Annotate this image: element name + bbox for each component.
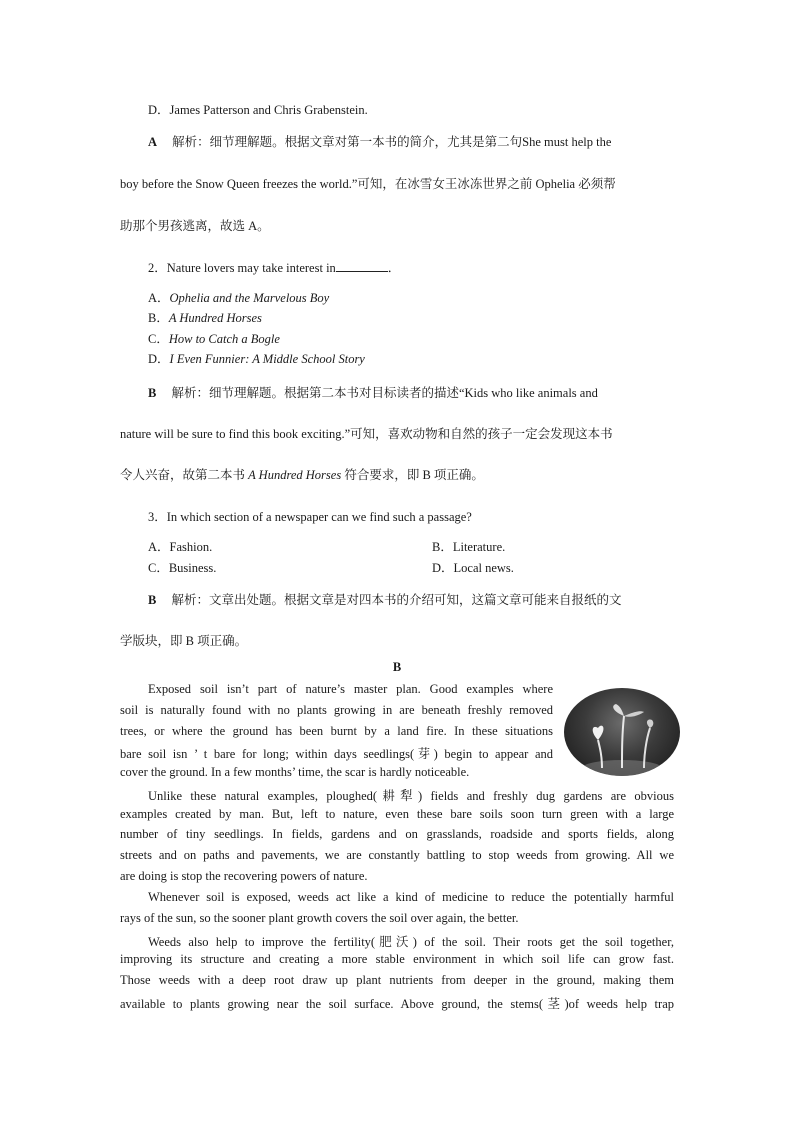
q2-analysis-line-3: [120, 465, 484, 483]
q2-analysis-prefix: 令人兴奋，故第二本书: [120, 468, 246, 482]
q2-option-c: [148, 329, 280, 347]
passage-line: rays of the sun, so the sooner plant growth covers the soil over again, the better.: [120, 911, 519, 925]
q2-analysis-text: 解析：细节理解题。根据第二本书对目标读者的描述“Kids who like animals and: [171, 386, 598, 400]
q2-option-label: D．: [148, 352, 170, 366]
q2-answer: B: [148, 386, 157, 400]
passage-line: Those weeds with a deep root draw up plant nutrients from deeper in the ground, making them: [120, 973, 674, 987]
seedling-icon: [564, 688, 680, 776]
q3-option-d: D．Local news.: [432, 561, 514, 575]
q1-answer: A: [148, 135, 158, 149]
passage-line: Exposed soil isn’t part of nature’s master plan. Good examples where: [148, 682, 553, 696]
q2-option-text: Ophelia and the Marvelous Boy: [169, 291, 330, 305]
seedling-photo: [564, 688, 680, 776]
q2-analysis-suffix: 符合要求，即 B 项正确。: [344, 468, 484, 482]
passage-line: Weeds also help to improve the fertility(肥沃) of the soil. Their roots get the soil together,: [148, 935, 674, 949]
q2-analysis-book-title: A Hundred Horses: [248, 468, 342, 482]
q2-option-text: How to Catch a Bogle: [168, 332, 280, 346]
passage-line: examples created by man. But, left to nature, even these bare soils soon turn green with a large: [120, 807, 674, 821]
q3-option-a: A．Fashion.: [148, 540, 213, 554]
passage-line: trees, or where the ground has been burnt by a land fire. In these situations: [120, 724, 553, 738]
q1-analysis-line-1: [148, 132, 611, 150]
passage-line: streets and on paths and pavements, we are constantly battling to stop weeds from growing. All we: [120, 848, 674, 862]
q2-option-a: [148, 288, 329, 306]
q2-option-text: I Even Funnier: A Middle School Story: [169, 352, 365, 366]
passage-line: soil is naturally found with no plants growing in are beneath freshly removed: [120, 703, 553, 717]
q2-option-text: A Hundred Horses: [168, 311, 262, 325]
q3-analysis-line-1: [148, 590, 621, 608]
q1-analysis-text: 解析：细节理解题。根据文章对第一本书的简介，尤其是第二句She must help the: [172, 135, 612, 149]
q3-analysis-line-2: 学版块，即 B 项正确。: [120, 634, 248, 648]
q2-option-label: B．: [148, 311, 169, 325]
q2-stem-prefix: 2．Nature lovers may take interest in: [148, 261, 336, 275]
q1-analysis-line-2: boy before the Snow Queen freezes the world.”可知，在冰雪女王冰冻世界之前 Ophelia 必须帮: [120, 177, 616, 191]
answer-blank: [336, 260, 388, 272]
passage-line: cover the ground. In a few months’ time, the scar is hardly noticeable.: [120, 765, 470, 779]
passage-line: bare soil isn ’ t bare for long; within days seedlings(芽) begin to appear and: [120, 747, 553, 761]
q2-analysis-line-2: nature will be sure to find this book exciting.”可知，喜欢动物和自然的孩子一定会发现这本书: [120, 427, 613, 441]
passage-line: improving its structure and creating a more stable environment in which soil life can grow fast.: [120, 952, 674, 966]
q1-option-d: D．James Patterson and Chris Grabenstein.: [148, 103, 368, 117]
section-heading: B: [392, 660, 402, 674]
q3-option-c: C．Business.: [148, 561, 217, 575]
passage-line: Whenever soil is exposed, weeds act like a kind of medicine to reduce the potentially harmful: [148, 890, 674, 904]
q2-option-d: [148, 349, 365, 367]
q3-analysis-text: 解析：文章出处题。根据文章是对四本书的介绍可知，这篇文章可能来自报纸的文: [171, 593, 622, 607]
q1-analysis-line-3: 助那个男孩逃离，故选 A。: [120, 219, 270, 233]
q2-stem-suffix: ．: [387, 261, 401, 275]
passage-line: available to plants growing near the soil surface. Above ground, the stems(茎)of weeds help trap: [120, 997, 674, 1011]
passage-line: Unlike these natural examples, ploughed(耕犁) fields and freshly dug gardens are obvious: [148, 789, 674, 803]
q2-option-label: C．: [148, 332, 169, 346]
q2-stem: [148, 258, 400, 276]
q3-answer: B: [148, 593, 157, 607]
passage-line: are doing is stop the recovering powers of nature.: [120, 869, 368, 883]
q3-option-b: B．Literature.: [432, 540, 506, 554]
passage-line: number of tiny seedlings. In fields, gardens and on grasslands, roadside and sports fields, along: [120, 827, 674, 841]
q2-option-label: A．: [148, 291, 170, 305]
q2-option-b: [148, 308, 262, 326]
q3-stem: 3．In which section of a newspaper can we find such a passage?: [148, 510, 472, 524]
q2-analysis-line-1: [148, 383, 598, 401]
